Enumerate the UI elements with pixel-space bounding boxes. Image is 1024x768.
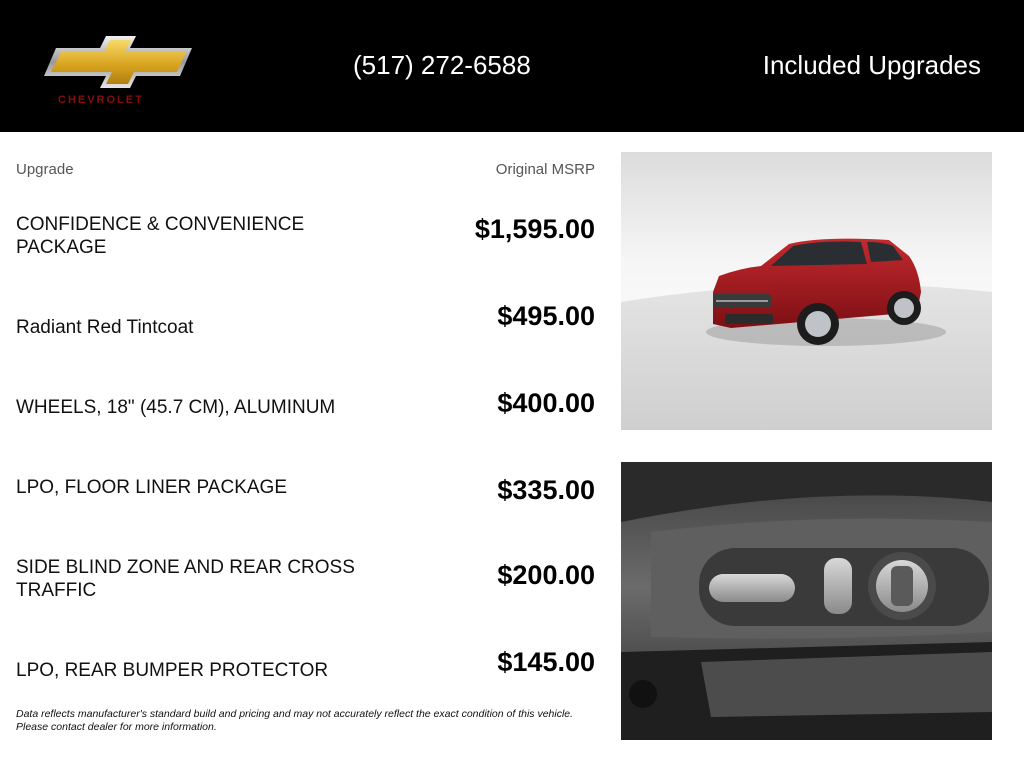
upgrade-row — [0, 210, 600, 297]
seat-controls-photo[interactable] — [621, 462, 992, 740]
upgrade-name: CONFIDENCE & CONVENIENCE PACKAGE — [16, 214, 305, 258]
upgrade-row — [0, 297, 600, 384]
upgrade-row — [0, 471, 600, 558]
upgrade-name: LPO, FLOOR LINER PACKAGE — [16, 477, 288, 498]
column-header-msrp: Original MSRP — [495, 161, 595, 178]
upgrade-row — [0, 384, 600, 471]
upgrade-row — [0, 556, 600, 643]
upgrade-price: $495.00 — [497, 301, 595, 331]
brand-wordmark: CHEVROLET — [58, 94, 144, 106]
upgrade-name: LPO, REAR BUMPER PROTECTOR — [16, 660, 329, 681]
dealer-phone[interactable]: (517) 272-6588 — [353, 50, 531, 80]
upgrade-price: $145.00 — [497, 647, 595, 677]
disclaimer-text: Data reflects manufacturer's standard build and pricing and may not accurately reflect the exact condition of this vehicle. Please contact dealer for more information. — [16, 708, 574, 733]
vehicle-photo[interactable] — [621, 152, 992, 430]
column-header-upgrade: Upgrade — [16, 161, 74, 178]
header-bar — [0, 0, 1024, 132]
upgrade-price: $1,595.00 — [474, 214, 595, 244]
upgrade-price: $200.00 — [497, 560, 595, 590]
page-title: Included Upgrades — [762, 50, 981, 80]
upgrade-name: Radiant Red Tintcoat — [16, 317, 194, 338]
upgrade-price: $400.00 — [497, 388, 595, 418]
upgrade-price: $335.00 — [497, 475, 595, 505]
upgrade-name: WHEELS, 18" (45.7 CM), ALUMINUM — [16, 397, 336, 418]
upgrade-name: SIDE BLIND ZONE AND REAR CROSS TRAFFIC — [16, 557, 355, 601]
